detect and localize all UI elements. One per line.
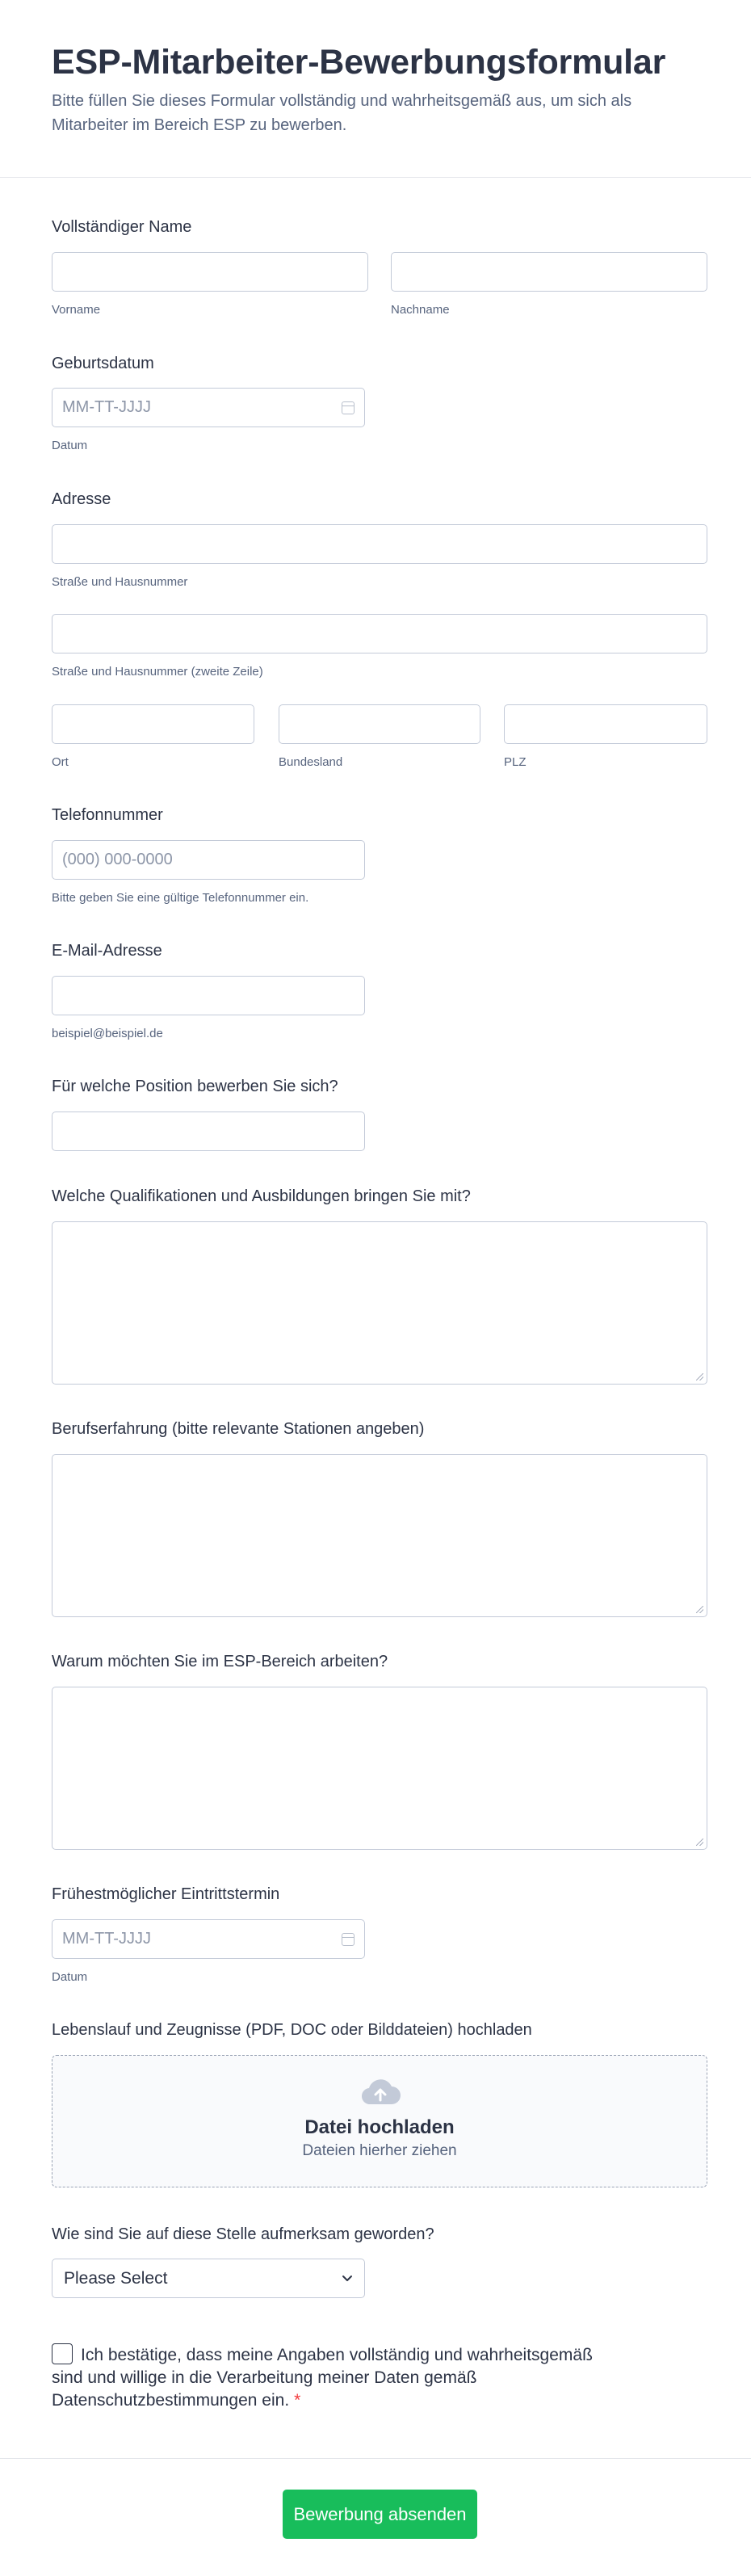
full-name-label: Vollständiger Name (52, 218, 192, 236)
phone-group (52, 840, 365, 906)
birthdate-group (52, 388, 365, 453)
state-group (279, 704, 480, 770)
calendar-icon[interactable] (342, 401, 355, 414)
consent-group (52, 2343, 617, 2412)
upload-title: Datei hochladen (304, 2116, 455, 2138)
resize-handle[interactable] (696, 1838, 703, 1846)
state-sublabel: Bundesland (279, 755, 343, 769)
city-input[interactable] (52, 704, 254, 744)
resize-handle[interactable] (696, 1373, 703, 1380)
form-footer (0, 2458, 751, 2576)
phone-placeholder: (000) 000-0000 (62, 851, 173, 868)
first-name-sublabel: Vorname (52, 303, 101, 317)
last-name-group (391, 252, 707, 317)
zip-sublabel: PLZ (504, 755, 527, 769)
phone-sublabel: Bitte geben Sie eine gültige Telefonnummer ein. (52, 891, 309, 905)
state-input[interactable] (279, 704, 480, 744)
first-name-group (52, 252, 368, 317)
start-date-placeholder: MM-TT-JJJJ (62, 1930, 151, 1948)
cloud-upload-icon (359, 2077, 401, 2106)
source-select[interactable] (52, 2259, 365, 2298)
qualifications-textarea[interactable] (52, 1221, 707, 1385)
qualifications-label: Welche Qualifikationen und Ausbildungen bringen Sie mit? (52, 1187, 471, 1205)
street-group (52, 524, 707, 590)
source-label: Wie sind Sie auf diese Stelle aufmerksam geworden? (52, 2225, 434, 2243)
last-name-sublabel: Nachname (391, 303, 450, 317)
first-name-input[interactable] (52, 252, 368, 292)
start-date-input[interactable] (52, 1919, 365, 1959)
required-marker: * (294, 2391, 301, 2410)
email-input[interactable] (52, 976, 365, 1015)
street-sublabel: Straße und Hausnummer (52, 575, 188, 589)
birthdate-sublabel: Datum (52, 439, 88, 452)
form-header (0, 0, 751, 178)
upload-label: Lebenslauf und Zeugnisse (PDF, DOC oder Bilddateien) hochladen (52, 2021, 532, 2039)
consent-text: Ich bestätige, dass meine Angaben vollständig und wahrheitsgemäß sind und willige in die Verarbeitung meiner Daten gemäß Datenschutzbestimmungen ein. (52, 2346, 593, 2410)
birthdate-label: Geburtsdatum (52, 355, 154, 372)
motivation-group (52, 1687, 707, 1850)
motivation-textarea[interactable] (52, 1687, 707, 1850)
resize-handle[interactable] (696, 1606, 703, 1613)
position-label: Für welche Position bewerben Sie sich? (52, 1078, 338, 1095)
start-date-label: Frühestmöglicher Eintrittstermin (52, 1885, 280, 1903)
consent-checkbox[interactable] (52, 2343, 73, 2364)
upload-subtitle: Dateien hierher ziehen (302, 2142, 457, 2159)
zip-group (504, 704, 707, 770)
email-label: E-Mail-Adresse (52, 942, 162, 960)
form-description: Bitte füllen Sie dieses Formular vollständig und wahrheitsgemäß aus, um sich als Mitarbeiter im Bereich ESP zu bewerben. (52, 92, 632, 134)
email-sublabel: beispiel@beispiel.de (52, 1027, 163, 1040)
experience-label: Berufserfahrung (bitte relevante Stationen angeben) (52, 1420, 425, 1438)
calendar-icon[interactable] (342, 1933, 355, 1946)
street2-sublabel: Straße und Hausnummer (zweite Zeile) (52, 665, 263, 679)
birthdate-placeholder: MM-TT-JJJJ (62, 398, 151, 416)
start-date-sublabel: Datum (52, 1970, 88, 1984)
experience-group (52, 1454, 707, 1617)
position-group (52, 1112, 365, 1151)
experience-textarea[interactable] (52, 1454, 707, 1617)
zip-input[interactable] (504, 704, 707, 744)
source-group (52, 2259, 365, 2298)
start-date-group (52, 1919, 365, 1985)
street2-group (52, 614, 707, 679)
city-sublabel: Ort (52, 755, 69, 769)
birthdate-input[interactable] (52, 388, 365, 427)
motivation-label: Warum möchten Sie im ESP-Bereich arbeiten? (52, 1653, 388, 1670)
street-input[interactable] (52, 524, 707, 564)
file-upload-dropzone[interactable] (52, 2055, 707, 2187)
address-label: Adresse (52, 490, 111, 508)
source-selected-value: Please Select (64, 2268, 168, 2288)
submit-button[interactable]: Bewerbung absenden (283, 2490, 477, 2539)
qualifications-group (52, 1221, 707, 1385)
phone-input[interactable] (52, 840, 365, 880)
form-title: ESP-Mitarbeiter-Bewerbungsformular (52, 43, 666, 82)
phone-label: Telefonnummer (52, 806, 163, 824)
chevron-down-icon (342, 2275, 353, 2283)
position-input[interactable] (52, 1112, 365, 1151)
street2-input[interactable] (52, 614, 707, 653)
last-name-input[interactable] (391, 252, 707, 292)
email-group (52, 976, 365, 1041)
city-group (52, 704, 254, 770)
